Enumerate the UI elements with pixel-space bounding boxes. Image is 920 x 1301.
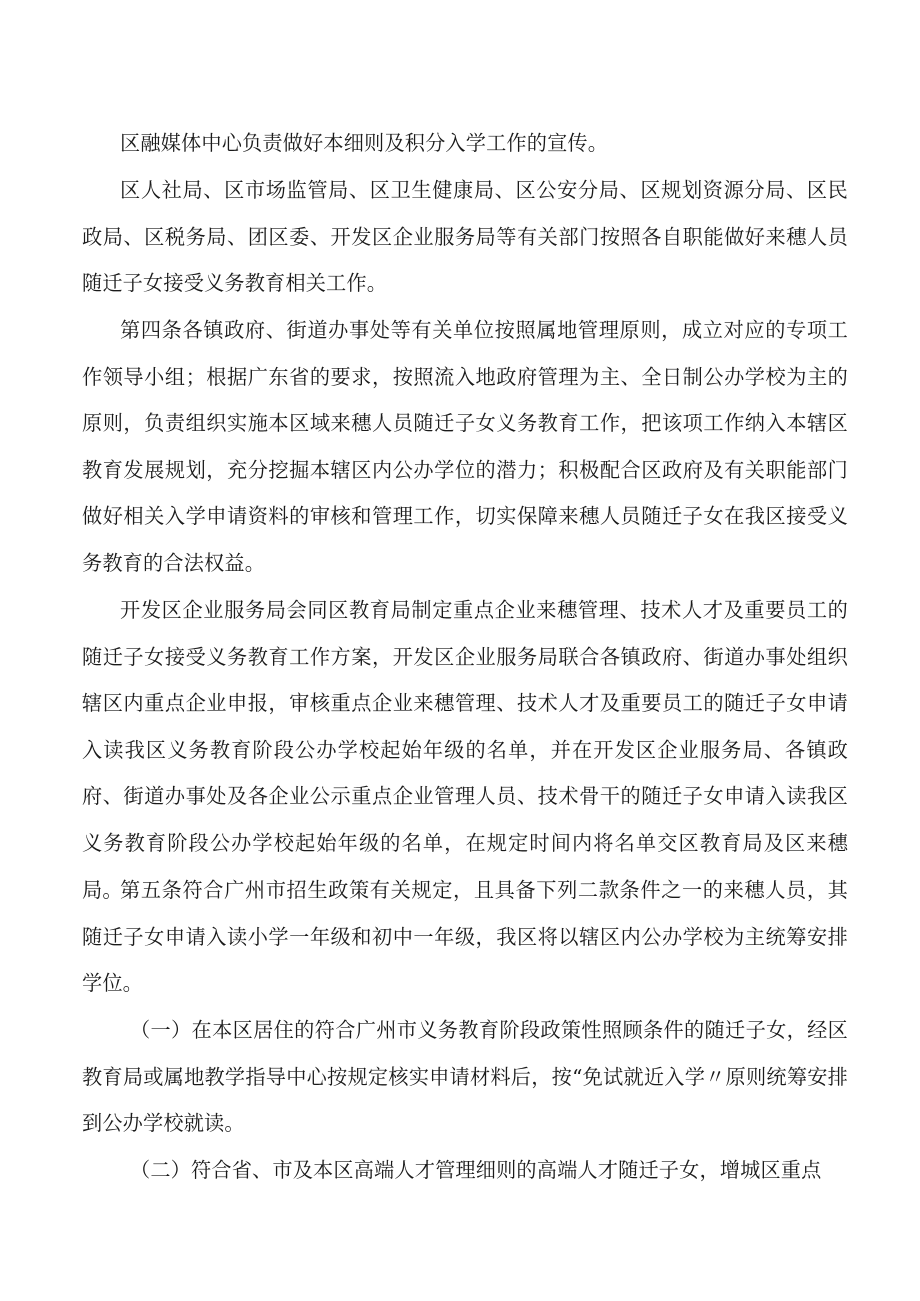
paragraph-departments: 区人社局、区市场监管局、区卫生健康局、区公安分局、区规划资源分局、区民政局、区税务局、团区委、开发区企业服务局等有关部门按照各自职能做好来穗人员随迁子女接受义务教育相关工作。 <box>82 178 848 296</box>
paragraph-article-5: 第五条符合广州市招生政策有关规定，且具备下列二款条件之一的来穗人员，其随迁子女申请入读小学一年级和初中一年级，我区将以辖区内公办学校为主统筹安排学位。 <box>82 878 848 996</box>
paragraph-item-1: （一）在本区居住的符合广州市义务教育阶段政策性照顾条件的随迁子女，经区教育局或属地教学指导中心按规定核实申请材料后，按“免试就近入学〃原则统筹安排到公办学校就读。 <box>82 1018 848 1136</box>
paragraph-publicity: 区融媒体中心负责做好本细则及积分入学工作的宣传。 <box>120 131 609 155</box>
paragraph-enterprise-service: 开发区企业服务局会同区教育局制定重点企业来穗管理、技术人才及重要员工的随迁子女接受义务教育工作方案，开发区企业服务局联合各镇政府、街道办事处组织辖区内重点企业申报，审核重点企业来穗管理、技术人才及重要员工的随迁子女申请入读我区义务教育阶段公办学校起始年级的名单，并在开发区企业服务局、各镇政府、街道办事处及各企业公示重点企业管理人员、技术骨干的随迁子女申请入读我区义务教育阶段公办学校起始年级的名单，在规定时间内将名单交区教育局及区来穗局。 <box>82 598 848 902</box>
paragraph-item-2: （二）符合省、市及本区高端人才管理细则的高端人才随迁子女，增城区重点 <box>130 1158 822 1182</box>
paragraph-article-4: 第四条各镇政府、街道办事处等有关单位按照属地管理原则，成立对应的专项工作领导小组；根据广东省的要求，按照流入地政府管理为主、全日制公办学校为主的原则，负责组织实施本区域来穗人员随迁子女义务教育工作，把该项工作纳入本辖区教育发展规划，充分挖掘本辖区内公办学位的潜力；积极配合区政府及有关职能部门做好相关入学申请资料的审核和管理工作，切实保障来穗人员随迁子女在我区接受义务教育的合法权益。 <box>82 318 848 575</box>
